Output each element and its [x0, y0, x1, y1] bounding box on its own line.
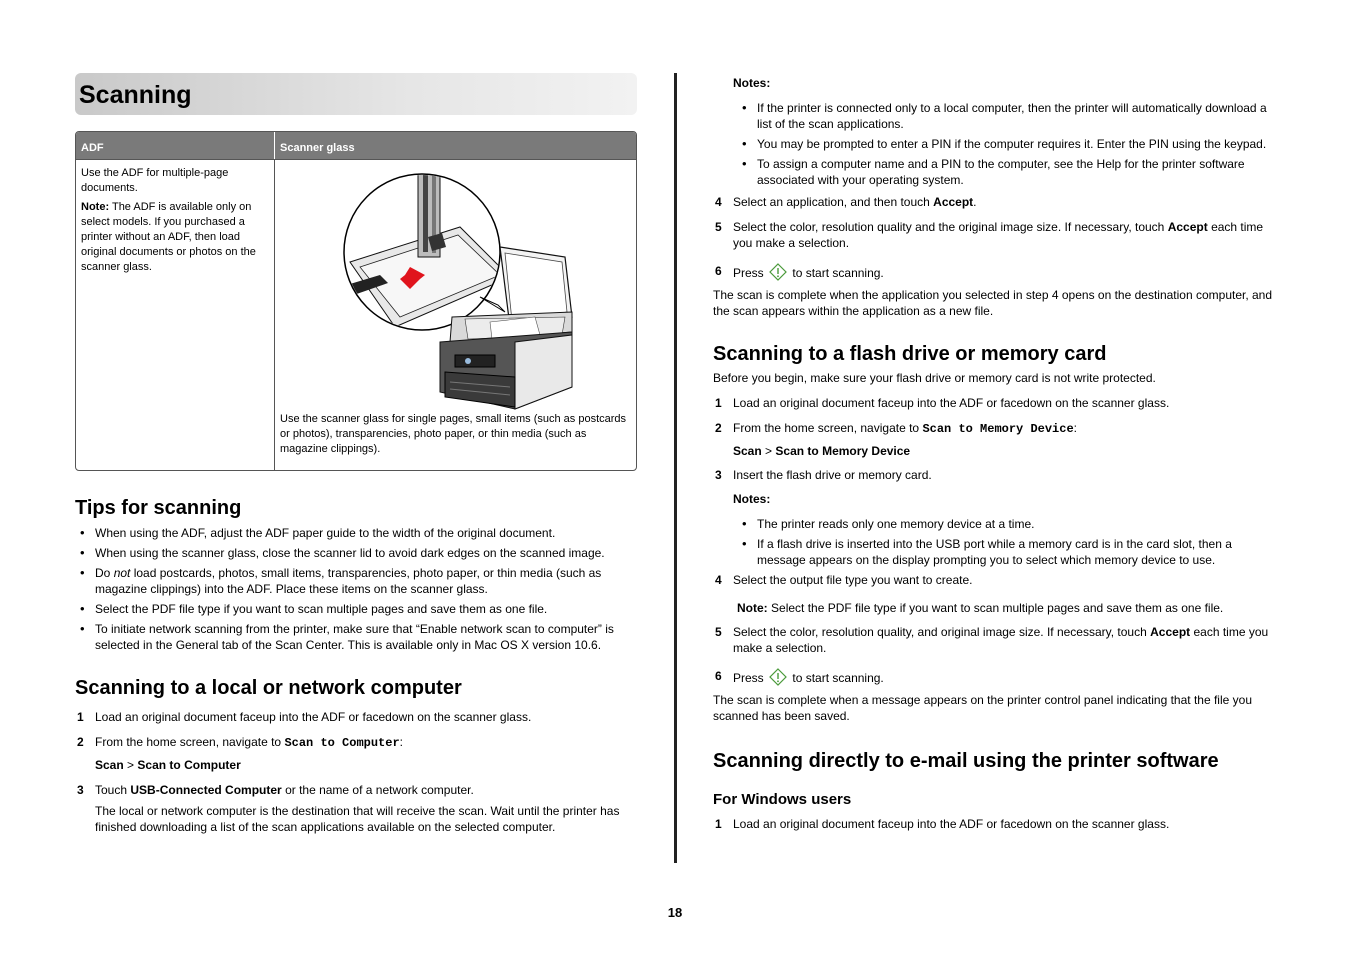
local-step-5: 5 Select the color, resolution quality and the original image size. If necessary, touch Accept each time you make a selection. — [715, 220, 1264, 250]
list-item: • To initiate network scanning from the printer, make sure that “Enable network scan to computer” is selected in the General tab of the Scan Center. This is available only in Mac OS X version 10.6. — [75, 621, 637, 653]
local-step-6: 6 Press to start scanning. — [715, 264, 884, 280]
list-item: • When using the ADF, adjust the ADF paper guide to the width of the original document. — [75, 525, 637, 541]
table-header-adf: ADF — [76, 132, 274, 159]
tips-list — [75, 525, 637, 653]
accept-label: Accept — [933, 195, 974, 209]
flash-menu-path: Scan > Scan to Memory Device — [733, 444, 911, 458]
list-item: • Select the PDF file type if you want to scan multiple pages and save them as one file. — [75, 601, 637, 617]
chapter-banner — [75, 73, 637, 115]
email-heading: Scanning directly to e-mail using the printer software — [713, 750, 1219, 772]
accept-label: Accept — [1150, 625, 1191, 639]
note-label: Note: — [737, 601, 768, 615]
right-column — [713, 73, 1278, 832]
tip-not-word: not — [113, 566, 131, 580]
column-divider — [674, 73, 677, 863]
page-number: 18 — [667, 905, 683, 920]
flash-intro: Before you begin, make sure your flash drive or memory card is not write protected. — [713, 371, 1156, 385]
notes-label: Notes: — [733, 76, 771, 90]
flash-step-4-note: Note: Select the PDF file type if you want to scan multiple pages and save them as one file. — [737, 601, 1224, 615]
list-item: • To assign a computer name and a PIN to the computer, see the Help for the printer software associated with your operating system. — [713, 156, 1278, 188]
local-network-heading: Scanning to a local or network computer — [75, 677, 462, 699]
adf-note — [81, 200, 269, 275]
list-item: • When using the scanner glass, close the scanner lid to avoid dark edges on the scanned image. — [75, 545, 637, 561]
scanner-glass-cell — [274, 159, 636, 470]
start-button-icon — [769, 668, 787, 686]
menu-name: Scan to Computer — [284, 736, 400, 750]
scanner-glass-description: Use the scanner glass for single pages, small items (such as postcards or photos), transparencies, photo paper, or thin media (such as magazine clippings). — [280, 413, 627, 455]
tip-rest-text: load postcards, photos, small items, transparencies, photo paper, or thin media (such as magazine clippings) into the ADF. Place these items on the scanner glass. — [95, 566, 602, 596]
local-step-3: 3 Touch USB-Connected Computer or the name of a network computer. — [77, 783, 474, 797]
list-item: • If the printer is connected only to a local computer, then the printer will automatically download a list of the scan applications. — [713, 100, 1278, 132]
tips-heading: Tips for scanning — [75, 497, 242, 519]
step-text: Load an original document faceup into the ADF or facedown on the scanner glass. — [95, 710, 532, 724]
start-button-icon — [769, 263, 787, 281]
flash-step-2: 2 From the home screen, navigate to Scan to Memory Device: — [715, 421, 1078, 436]
flash-step-6: 6 Press to start scanning. — [715, 669, 884, 685]
path-scan-to-computer: Scan to Computer — [137, 758, 241, 772]
accept-label: Accept — [1167, 220, 1208, 234]
table-header-scanner-glass: Scanner glass — [274, 132, 636, 159]
left-column — [75, 73, 637, 835]
chapter-title: Scanning — [79, 81, 192, 109]
printer-scanner-glass-illustration — [340, 167, 580, 412]
flash-step-3: 3 Insert the flash drive or memory card. — [715, 468, 932, 482]
list-item: • You may be prompted to enter a PIN if the computer requires it. Enter the PIN using the keypad. — [713, 136, 1278, 152]
local-step-3-detail: The local or network computer is the destination that will receive the scan. Wait until the printer has finished downloading a list of the scan applications available on the selected computer. — [95, 804, 620, 834]
tip-do-word: Do — [95, 566, 111, 580]
usb-connected-computer-label: USB-Connected Computer — [130, 783, 282, 797]
step-text: From the home screen, navigate to — [95, 735, 282, 749]
table-header-row — [76, 132, 636, 159]
local-step-1: 1 Load an original document faceup into the ADF or facedown on the scanner glass. — [77, 710, 532, 724]
flash-step-4: 4 Select the output file type you want to create. — [715, 573, 973, 587]
adf-cell — [76, 159, 274, 470]
flash-notes-label: Notes: — [733, 492, 771, 506]
list-item: • The printer reads only one memory device at a time. — [713, 516, 1278, 532]
local-step-4: 4 Select an application, and then touch Accept. — [715, 195, 977, 209]
flash-notes-list — [713, 516, 1278, 568]
path-scan: Scan — [95, 758, 124, 772]
list-item — [75, 565, 637, 597]
local-step-2: 2 From the home screen, navigate to Scan to Computer: — [77, 735, 403, 750]
adf-note-text: The ADF is available only on select models. If you purchased a printer without an ADF, then load original documents or photos on the scanner glass. — [81, 201, 256, 273]
flash-complete-text: The scan is complete when a message appears on the printer control panel indicating that the file you scanned has been saved. — [713, 693, 1252, 723]
windows-users-subheading: For Windows users — [713, 791, 852, 808]
table-row — [76, 159, 636, 470]
flash-heading: Scanning to a flash drive or memory card — [713, 343, 1107, 365]
menu-name: Scan to Memory Device — [922, 422, 1074, 436]
adf-description: Use the ADF for multiple-page documents. — [81, 167, 229, 194]
flash-step-5: 5 Select the color, resolution quality, and original image size. If necessary, touch Accept each time you make a selection. — [715, 625, 1269, 655]
step-text: Load an original document faceup into the ADF or facedown on the scanner glass. — [733, 396, 1170, 410]
adf-note-label: Note: — [81, 201, 110, 213]
flash-step-1: 1 Load an original document faceup into the ADF or facedown on the scanner glass. — [715, 396, 1170, 410]
email-step-1: 1 Load an original document faceup into the ADF or facedown on the scanner glass. — [715, 817, 1170, 831]
local-menu-path: Scan > Scan to Computer — [95, 758, 241, 772]
list-item: • If a flash drive is inserted into the USB port while a memory card is in the card slot, then a message appears on the display prompting you to select which memory device to use. — [713, 536, 1278, 568]
path-scan: Scan — [733, 444, 762, 458]
path-scan-to-memory-device: Scan to Memory Device — [775, 444, 911, 458]
notes-list — [713, 100, 1278, 188]
local-complete-text: The scan is complete when the application you selected in step 4 opens on the destination computer, and the scan appears within the application as a new file. — [713, 288, 1273, 318]
adf-vs-glass-table — [75, 131, 637, 471]
